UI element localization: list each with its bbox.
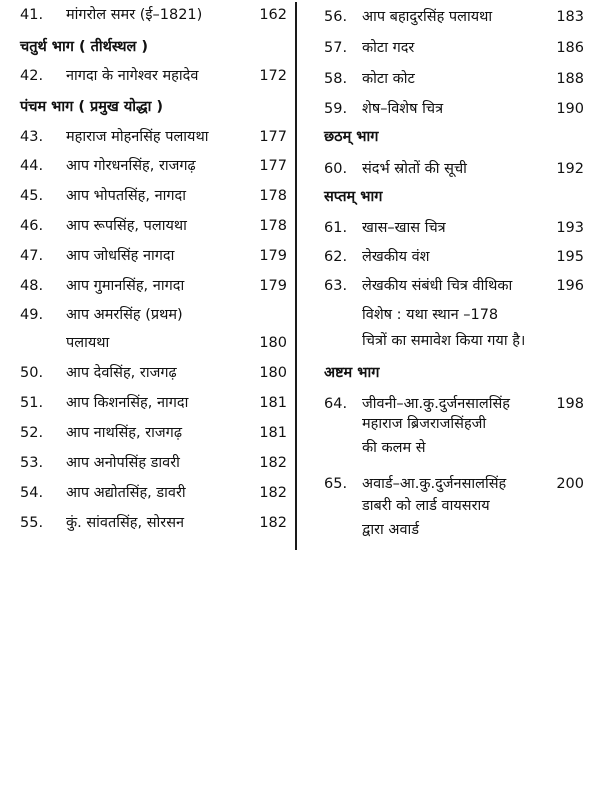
entry-page: 172 [259,68,287,84]
entry-number: 49. [20,307,44,323]
toc-entry-65-line-3: द्वारा अवार्ड [362,522,420,538]
entry-page: 188 [556,71,584,87]
entry-title: लेखकीय संबंधी चित्र वीथिका [362,278,513,294]
entry-page: 179 [259,248,287,264]
entry-number: 64. [324,396,348,412]
entry-number: 57. [324,40,348,56]
section-heading-5: पंचम भाग ( प्रमुख योद्धा ) [20,99,164,115]
entry-page: 200 [556,476,584,492]
entry-page: 192 [556,161,584,177]
entry-page: 180 [259,335,287,351]
entry-page: 178 [259,188,287,204]
toc-entry-65-line-2: डाबरी को लार्ड वायसराय [362,498,490,514]
toc-entry-63-note-1: विशेष : यथा स्थान –178 [362,307,499,323]
entry-page: 179 [259,278,287,294]
toc-entry-64-line-3: की कलम से [362,440,426,456]
entry-title: संदर्भ स्रोतों की सूची [362,161,467,177]
entry-number: 43. [20,129,44,145]
entry-number: 59. [324,101,348,117]
entry-page: 196 [556,278,584,294]
entry-title: नागदा के नागेश्वर महादेव [66,68,199,84]
entry-number: 41. [20,7,44,23]
entry-title: आप बहादुरसिंह पलायथा [362,9,493,25]
entry-number: 52. [20,425,44,441]
entry-number: 50. [20,365,44,381]
entry-page: 190 [556,101,584,117]
entry-title: कोटा गदर [362,40,415,56]
entry-number: 62. [324,249,348,265]
entry-title: लेखकीय वंश [362,249,430,265]
entry-page: 162 [259,7,287,23]
entry-title: जीवनी–आ.कु.दुर्जनसालसिंह [362,396,510,412]
entry-number: 51. [20,395,44,411]
entry-page: 198 [556,396,584,412]
section-heading-4: चतुर्थ भाग ( तीर्थस्थल ) [20,39,149,55]
entry-page: 182 [259,485,287,501]
section-heading-6: छठम् भाग [324,129,379,145]
entry-number: 61. [324,220,348,236]
entry-title: आप किशनसिंह, नागदा [66,395,189,411]
entry-title: आप अद्योतसिंह, डावरी [66,485,186,501]
section-heading-8: अष्टम भाग [324,365,380,381]
entry-title: खास–खास चित्र [362,220,446,236]
entry-page: 180 [259,365,287,381]
entry-page: 183 [556,9,584,25]
entry-title: आप गुमानसिंह, नागदा [66,278,185,294]
entry-title: अवार्ड–आ.कु.दुर्जनसालसिंह [362,476,507,492]
entry-page: 181 [259,425,287,441]
entry-title: आप भोपतसिंह, नागदा [66,188,187,204]
entry-title: आप अनोपसिंह डावरी [66,455,180,471]
entry-number: 47. [20,248,44,264]
entry-page: 195 [556,249,584,265]
entry-page: 177 [259,129,287,145]
entry-title: महाराज मोहनसिंह पलायथा [66,129,209,145]
entry-title: कोटा कोट [362,71,415,87]
toc-entry-63-note-2: चित्रों का समावेश किया गया है। [362,333,526,349]
entry-title: आप रूपसिंह, पलायथा [66,218,187,234]
entry-title: मांगरोल समर (ई–1821) [66,7,203,23]
entry-number: 58. [324,71,348,87]
entry-title: शेष–विशेष चित्र [362,101,444,117]
entry-title: कुं. सांवतसिंह, सोरसन [66,515,185,531]
entry-title: आप देवसिंह, राजगढ़ [66,365,177,381]
entry-number: 48. [20,278,44,294]
entry-title: आप अमरसिंह (प्रथम) [66,307,183,323]
section-heading-7: सप्तम् भाग [324,189,383,205]
entry-number: 63. [324,278,348,294]
entry-title: आप नाथसिंह, राजगढ़ [66,425,182,441]
entry-page: 186 [556,40,584,56]
entry-number: 44. [20,158,44,174]
entry-page: 182 [259,515,287,531]
column-divider [295,2,297,550]
entry-number: 60. [324,161,348,177]
entry-number: 46. [20,218,44,234]
entry-title-continued: पलायथा [66,335,110,351]
entry-page: 178 [259,218,287,234]
entry-page: 177 [259,158,287,174]
entry-page: 181 [259,395,287,411]
entry-number: 53. [20,455,44,471]
entry-number: 65. [324,476,348,492]
entry-page: 193 [556,220,584,236]
entry-number: 42. [20,68,44,84]
entry-number: 45. [20,188,44,204]
entry-number: 54. [20,485,44,501]
toc-entry-64-line-2: महाराज ब्रिजराजसिंहजी [362,416,487,432]
entry-number: 56. [324,9,348,25]
entry-number: 55. [20,515,44,531]
entry-title: आप गोरधनसिंह, राजगढ़ [66,158,196,174]
entry-page: 182 [259,455,287,471]
entry-title: आप जोधसिंह नागदा [66,248,175,264]
